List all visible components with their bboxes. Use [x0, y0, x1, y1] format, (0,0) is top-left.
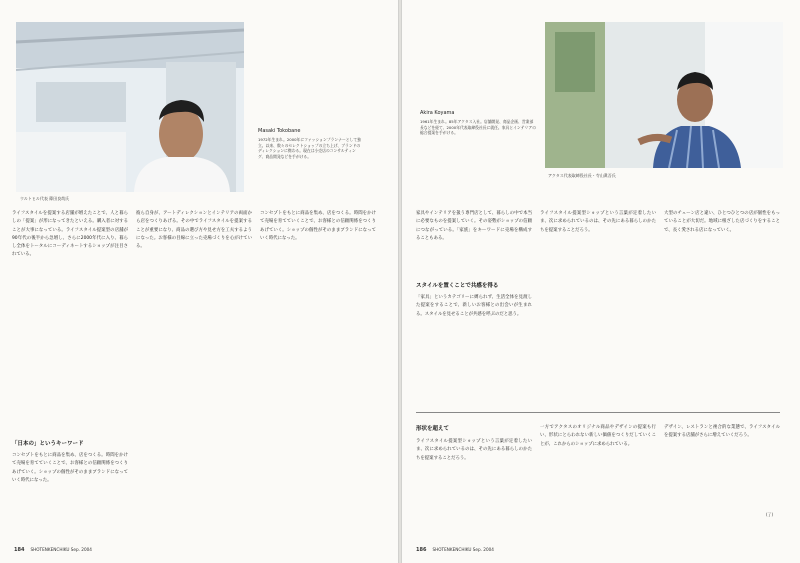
- text-column-1: 家具やインテリアを扱う専門店として、暮らしの中で本当に必要なものを提案していく。その姿勢がショップの信頼につながっている。「家族」をキーワードに売場を構成することもある。: [416, 211, 532, 241]
- portrait-photo: [545, 22, 783, 168]
- left-page: [0, 0, 398, 563]
- text-column-1-lower: コンセプトをもとに商品を集め、店をつくる。時間をかけて売場を育てていくことで、お客様との信頼関係をつくりあげていく。ショップの個性がそのままブランドになっていく時代になった。: [12, 453, 128, 483]
- text-column-1: ライフスタイルを提案する店舗が増えたことで、人と暮らしの「提案」が形になってきたといえる。購入者に対することが大事になっている。ライフスタイル提案型の店舗が90年代の後半から急増し、さらに2000年代に入り、暮らし全体をトータルにコーディネートするショップが注目されている。: [12, 211, 128, 258]
- text-column-6: デザイン、レストランと複合的な業態で、ライフスタイルを提案する店舗がさらに増えていくだろう。: [664, 425, 780, 439]
- section-divider: [416, 412, 780, 413]
- end-mark: (了): [766, 512, 774, 517]
- section-heading: スタイルを置くことで共感を得る: [416, 283, 499, 289]
- text-column-2: 彼ら自身が、アートディレクションとインテリアの両面から店をつくりあげる。その中でライフスタイルを提案することが重要になり、商品の選び方や見せ方を工夫するようになった。お客様の目線に立った売場づくりを心がけている。: [136, 211, 252, 250]
- text-column-5: 一方でアクタスのオリジナル商品やデザインの提案も行い、形状にとらわれない新しい価値をつくりだしていくことが、これからのショップに求められている。: [540, 425, 656, 447]
- text-column-2: ライフスタイル提案型ショップという言葉が定着したいま、次に求められているのは、その先にある暮らしのかたちを提案することだろう。: [540, 211, 656, 233]
- person-name: Akira Koyama: [420, 110, 455, 116]
- page-folio: 186 SHOTENKENCHIKU Sep. 2004: [416, 547, 494, 553]
- portrait-photo: [16, 22, 244, 192]
- person-name: Masaki Tokobane: [258, 128, 301, 134]
- person-bio: 1972年生まれ。2000年にファッションプランナーとして独立。以来、数々のセレクトショップの立ち上げ、ブランドのディレクションに携わる。現在は小売店のコンサルティング、商品開発などを手がける。: [258, 137, 361, 160]
- person-bio: 1961年生まれ。85年アクタス入社。店舗開発、商品企画、営業部長などを経て、2000年代表取締役社長に就任。家具とインテリアの総合提案を手がける。: [420, 119, 536, 136]
- text-column-4: ライフスタイル提案型ショップという言葉が定着したいま、次に求められているのは、その先にある暮らしのかたちを提案することだろう。: [416, 439, 532, 461]
- section-heading: 形状を超えて: [416, 426, 450, 432]
- text-column-3: コンセプトをもとに商品を集め、店をつくる。時間をかけて売場を育てていくことで、お客様との信頼関係をつくりあげていく。ショップの個性がそのままブランドになっていく時代になった。: [260, 211, 376, 241]
- text-column-3: 大型のチェーン店と違い、ひとつひとつの店が個性をもっていることが大切だ。地域に根ざした店づくりをすることで、長く愛される店になっていく。: [664, 211, 780, 233]
- text-column-1-lower: 「家具」というカテゴリーに縛られず、生活全体を見渡した提案をすることで、新しいお客様との出会いが生まれる。スタイルを見せることが共感を呼ぶのだと思う。: [416, 295, 532, 317]
- right-page: [402, 0, 800, 563]
- section-heading: 「日本の」というキーワード: [12, 441, 84, 447]
- page-folio: 184 SHOTENKENCHIKU Sep. 2004: [14, 547, 92, 553]
- photo-caption: アクタス代表取締役社長・寺山眞吾氏: [548, 173, 616, 178]
- photo-caption: ウルトヒル代表 篠田良哉氏: [20, 196, 70, 201]
